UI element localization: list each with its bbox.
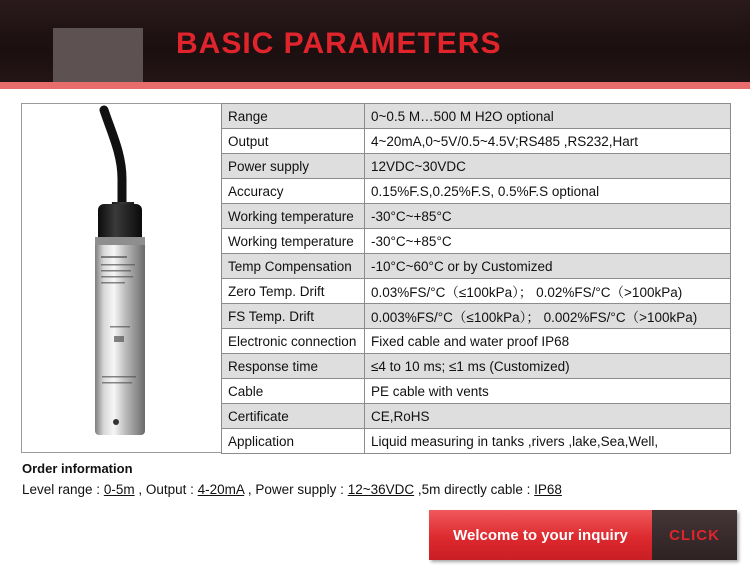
param-value: 0.15%F.S,0.25%F.S, 0.5%F.S optional [365, 179, 731, 204]
param-value: 0.03%FS/°C（≤100kPa）； 0.02%FS/°C（>100kPa) [365, 279, 731, 304]
param-name: FS Temp. Drift [222, 304, 365, 329]
param-name: Cable [222, 379, 365, 404]
order-info-title: Order information [22, 461, 133, 476]
banner-stripe [0, 82, 750, 89]
param-value: -30°C~+85°C [365, 229, 731, 254]
param-value: 12VDC~30VDC [365, 154, 731, 179]
param-name: Temp Compensation [222, 254, 365, 279]
param-value: Fixed cable and water proof IP68 [365, 329, 731, 354]
table-row [222, 429, 731, 454]
param-name: Working temperature [222, 229, 365, 254]
banner-decor-block [53, 28, 143, 88]
param-name: Certificate [222, 404, 365, 429]
param-name: Range [222, 104, 365, 129]
param-name: Application [222, 429, 365, 454]
table-row [222, 329, 731, 354]
table-row [222, 129, 731, 154]
param-name: Response time [222, 354, 365, 379]
table-row [222, 254, 731, 279]
cable-label: ,5m directly cable : [414, 482, 535, 497]
param-value: -10°C~60°C or by Customized [365, 254, 731, 279]
param-value: PE cable with vents [365, 379, 731, 404]
table-row [222, 404, 731, 429]
table-row [222, 179, 731, 204]
param-name: Power supply [222, 154, 365, 179]
param-value: 0~0.5 M…500 M H2O optional [365, 104, 731, 129]
order-info-line [22, 482, 562, 497]
param-value: 0.003%FS/°C（≤100kPa）； 0.002%FS/°C（>100kPa) [365, 304, 731, 329]
param-name: Output [222, 129, 365, 154]
cable-value: IP68 [534, 482, 562, 497]
param-value: 4~20mA,0~5V/0.5~4.5V;RS485 ,RS232,Hart [365, 129, 731, 154]
power-supply-label: , Power supply : [244, 482, 348, 497]
pressure-sensor-image [22, 104, 220, 452]
click-button[interactable]: CLICK [652, 510, 737, 560]
table-row [222, 279, 731, 304]
param-value: CE,RoHS [365, 404, 731, 429]
param-value: ≤4 to 10 ms; ≤1 ms (Customized) [365, 354, 731, 379]
table-row [222, 229, 731, 254]
param-name: Electronic connection [222, 329, 365, 354]
level-range-value: 0-5m [103, 482, 135, 497]
parameters-table [221, 103, 731, 454]
param-value: Liquid measuring in tanks ,rivers ,lake,Sea,Well, [365, 429, 731, 454]
header-banner [0, 0, 750, 82]
power-supply-value: 12~36VDC [347, 482, 415, 497]
param-name: Working temperature [222, 204, 365, 229]
param-name: Accuracy [222, 179, 365, 204]
table-row [222, 154, 731, 179]
output-value: 4-20mA [197, 482, 245, 497]
page-title: BASIC PARAMETERS [176, 27, 502, 60]
product-image-frame [21, 103, 221, 453]
table-row [222, 204, 731, 229]
level-range-label: Level range : [22, 482, 104, 497]
inquiry-button[interactable] [429, 510, 737, 560]
output-label: , Output : [134, 482, 198, 497]
inquiry-label[interactable]: Welcome to your inquiry [429, 510, 652, 560]
table-row [222, 104, 731, 129]
table-row [222, 304, 731, 329]
table-row [222, 379, 731, 404]
param-value: -30°C~+85°C [365, 204, 731, 229]
param-name: Zero Temp. Drift [222, 279, 365, 304]
table-row [222, 354, 731, 379]
